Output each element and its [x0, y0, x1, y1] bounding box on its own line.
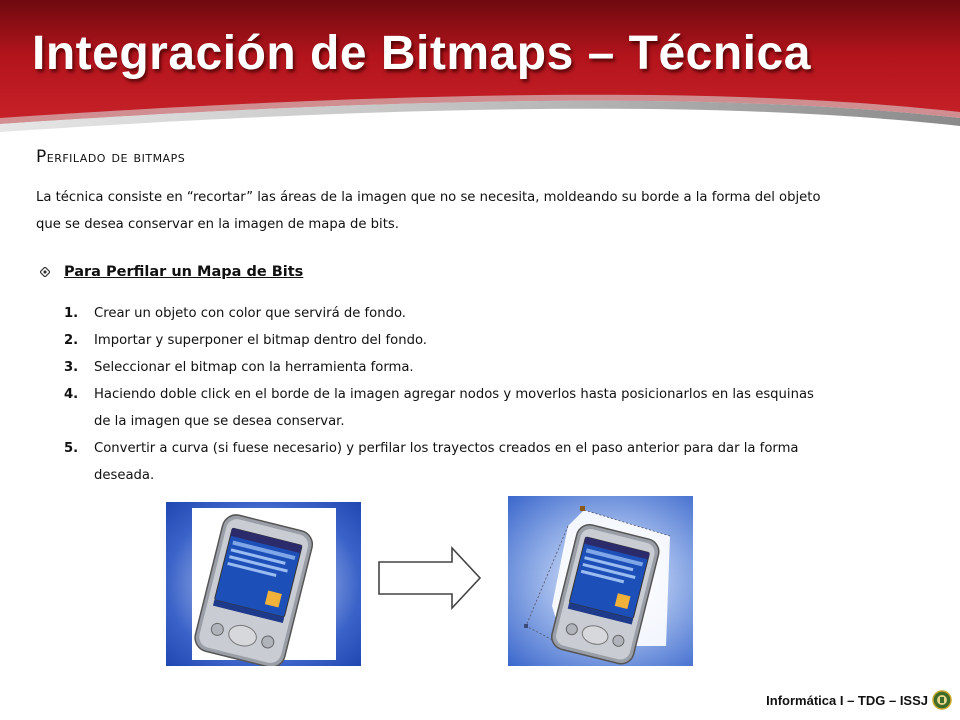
step-text: Crear un objeto con color que servirá de fondo. [94, 306, 406, 321]
section-heading-rest: erfilado de bitmaps [46, 147, 186, 166]
steps-list [64, 300, 834, 489]
pda-profiled-icon [508, 496, 693, 666]
subheading: Para Perfilar un Mapa de Bits [64, 264, 304, 280]
step-number: 2. [64, 333, 79, 348]
step-text: Convertir a curva (si fuese necesario) y perfilar los trayectos creados en el paso anterior para dar la forma deseada. [94, 441, 799, 483]
step-number: 4. [64, 387, 79, 402]
intro-paragraph: La técnica consiste en “recortar” las áreas de la imagen que no se necesita, moldeando su borde a la forma del objeto que se desea conservar en la imagen de mapa de bits. [36, 190, 821, 232]
institution-seal-icon [932, 690, 952, 710]
step-text: Importar y superponer el bitmap dentro del fondo. [94, 333, 427, 348]
right-arrow-icon [378, 546, 482, 610]
pda-after-image [508, 496, 693, 666]
footer-text: Informática I – TDG – ISSJ [766, 693, 928, 708]
section-heading-initial: p [36, 140, 47, 168]
list-item [64, 381, 834, 435]
step-text: Haciendo doble click en el borde de la imagen agregar nodos y moverlos hasta posicionarlos en las esquinas de la imagen que se desea conservar. [94, 387, 814, 429]
list-item [64, 300, 834, 327]
pda-before-image [166, 502, 361, 666]
slide-title: Integración de Bitmaps – Técnica [32, 27, 811, 80]
list-item [64, 327, 834, 354]
list-item [64, 435, 834, 489]
step-number: 1. [64, 306, 79, 321]
step-number: 3. [64, 360, 79, 375]
step-number: 5. [64, 441, 79, 456]
slide-header [0, 0, 960, 150]
section-heading [36, 140, 185, 168]
diamond-bullet-icon [40, 267, 50, 277]
step-text: Seleccionar el bitmap con la herramienta forma. [94, 360, 414, 375]
pda-device-icon [166, 502, 361, 666]
list-item [64, 354, 834, 381]
subheading-row [40, 264, 303, 280]
